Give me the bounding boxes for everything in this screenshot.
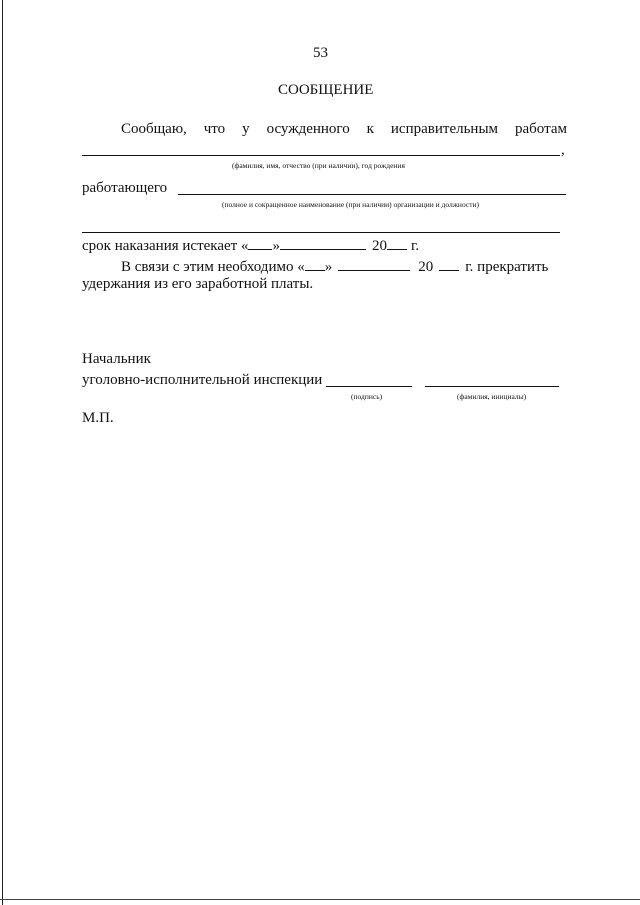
deductions-text: удержания из его заработной платы. bbox=[82, 276, 314, 292]
necessity-year-blank bbox=[439, 258, 459, 271]
chief-label: Начальник bbox=[82, 351, 151, 367]
person-line-comma: , bbox=[561, 142, 565, 158]
intro-word: к bbox=[366, 121, 374, 137]
intro-word: работам bbox=[514, 121, 567, 137]
necessity-line bbox=[121, 258, 567, 276]
inspection-label: уголовно-исполнительной инспекции bbox=[82, 372, 323, 388]
term-month-blank bbox=[280, 237, 366, 250]
document-title: СООБЩЕНИЕ bbox=[278, 82, 374, 98]
intro-line bbox=[121, 121, 567, 138]
term-line bbox=[82, 237, 419, 255]
working-label: работающего bbox=[82, 180, 168, 196]
name-initials-line bbox=[425, 386, 559, 387]
person-name-line bbox=[82, 155, 560, 156]
necessity-close-quote: » bbox=[324, 259, 333, 275]
term-close-quote: » bbox=[272, 238, 280, 254]
term-year-prefix: 20 bbox=[371, 238, 387, 254]
necessity-day-blank bbox=[305, 258, 325, 271]
organization-line bbox=[178, 194, 566, 195]
name-initials-caption: (фамилия, инициалы) bbox=[457, 392, 527, 401]
organization-caption: (полное и сокращенное наименование (при наличии) организации и должности) bbox=[222, 200, 480, 209]
necessity-year-prefix: 20 bbox=[418, 259, 434, 275]
intro-word: исправительным bbox=[390, 121, 499, 137]
intro-word: что bbox=[203, 121, 226, 137]
signature-caption: (подпись) bbox=[351, 392, 383, 401]
term-year-blank bbox=[387, 237, 407, 250]
seal-label: М.П. bbox=[82, 410, 114, 426]
organization-continuation-line bbox=[82, 232, 560, 233]
necessity-year-suffix: г. прекратить bbox=[465, 259, 549, 275]
necessity-month-blank bbox=[338, 258, 410, 271]
term-prefix: срок наказания истекает « bbox=[82, 238, 249, 254]
page-number: 53 bbox=[313, 45, 328, 61]
intro-word: осужденного bbox=[266, 121, 350, 137]
person-caption: (фамилия, имя, отчество (при наличии), год рождения bbox=[232, 161, 405, 170]
necessity-prefix: В связи с этим необходимо « bbox=[121, 259, 305, 275]
intro-word: Сообщаю, bbox=[121, 121, 187, 137]
term-year-suffix: г. bbox=[410, 238, 420, 254]
page-left-border bbox=[2, 0, 3, 905]
intro-word: у bbox=[242, 121, 250, 137]
signature-line bbox=[326, 386, 412, 387]
term-day-blank bbox=[248, 237, 272, 250]
page-bottom-border bbox=[0, 899, 640, 900]
